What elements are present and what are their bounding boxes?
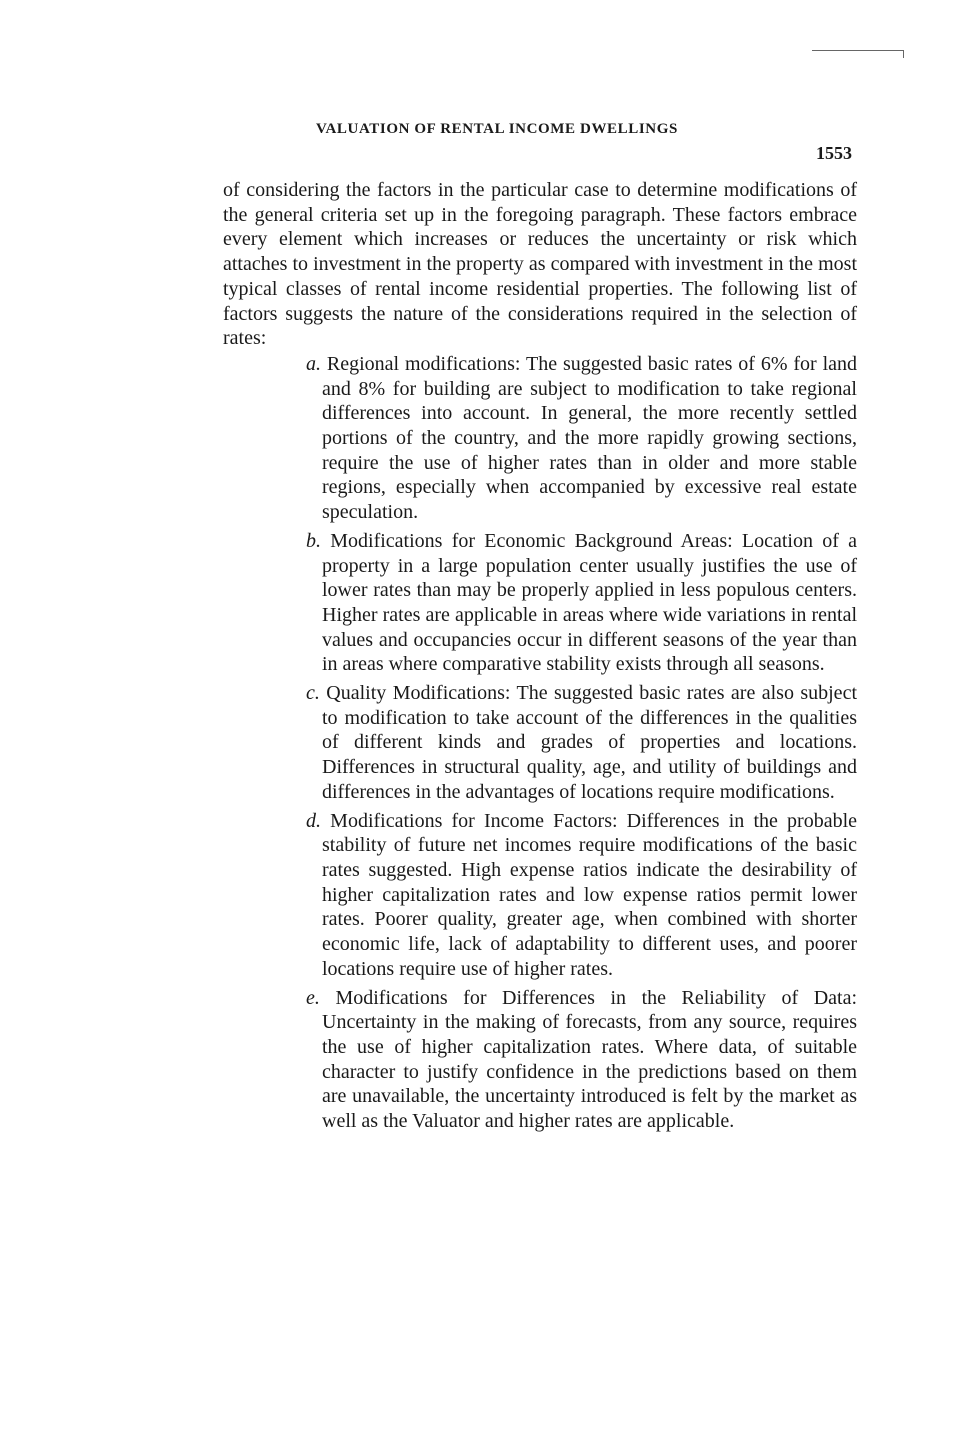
body-text: [223, 178, 857, 1138]
factor-list: [223, 352, 857, 1134]
list-item-text: Modifications for Differences in the Reliability of Data: Uncertainty in the making of forecasts, from any source, requires the use of higher capitalization rates. Where data, of suitable character to justify confidence in the predictions based on them are unavailable, the uncertainty introduced is felt by the market as well as the Valuator and higher rates are applicable.: [322, 986, 858, 1133]
list-marker: c.: [306, 682, 320, 705]
page-number: 1553: [816, 143, 852, 163]
scan-edge-line: [812, 50, 904, 51]
list-marker: e.: [306, 986, 320, 1009]
list-marker: b.: [306, 529, 321, 552]
intro-paragraph: of considering the factors in the particular case to determine modifications of the general criteria set up in the foregoing paragraph. These factors embrace every element which increases or reduces the uncertainty or risk which attaches to investment in the property as compared with investment in the most typical classes of rental income residential properties. The following list of factors suggests the nature of the considerations required in the selection of rates:: [223, 179, 857, 350]
list-item-text: Modifications for Economic Background Areas: Location of a property in a large population center usually justifies the use of lower rates than may be properly applied in less populous centers. Higher rates are applicable in areas where wide variations in rental values and occupancies occur in different seasons of the year than in areas where comparative stability exists through all seasons.: [322, 529, 857, 676]
scan-edge-tick: [903, 50, 904, 58]
list-item: [223, 352, 857, 525]
list-marker: a.: [306, 352, 321, 375]
list-item: [223, 681, 857, 805]
list-item-text: Quality Modifications: The suggested basic rates are also subject to modification to take account of the differences in the qualities of different kinds and grades of properties and locations. Differences in structural quality, age, and utility of buildings and differences in the advantages of locations require modifications.: [322, 682, 857, 803]
list-item: [223, 529, 857, 677]
list-item-text: Regional modifications: The suggested basic rates of 6% for land and 8% for building are subject to modification to take regional differences into account. In general, the more recently settled portions of the country, and the more rapidly growing sections, require the use of higher rates than in older and more stable regions, especially when accompanied by excessive real estate speculation.: [322, 352, 857, 524]
list-item: [223, 986, 857, 1134]
list-item: [223, 809, 857, 982]
list-marker: d.: [306, 809, 321, 832]
running-title: VALUATION OF RENTAL INCOME DWELLINGS: [316, 121, 678, 137]
list-item-text: Modifications for Income Factors: Differences in the probable stability of future net incomes require modifications of the basic rates suggested. High expense ratios indicate the desirability of higher capitalization rates and low expense ratios permit lower rates. Poorer quality, greater age, when combined with shorter economic life, lack of adaptability to different uses, and poorer locations require use of higher rates.: [322, 809, 857, 980]
